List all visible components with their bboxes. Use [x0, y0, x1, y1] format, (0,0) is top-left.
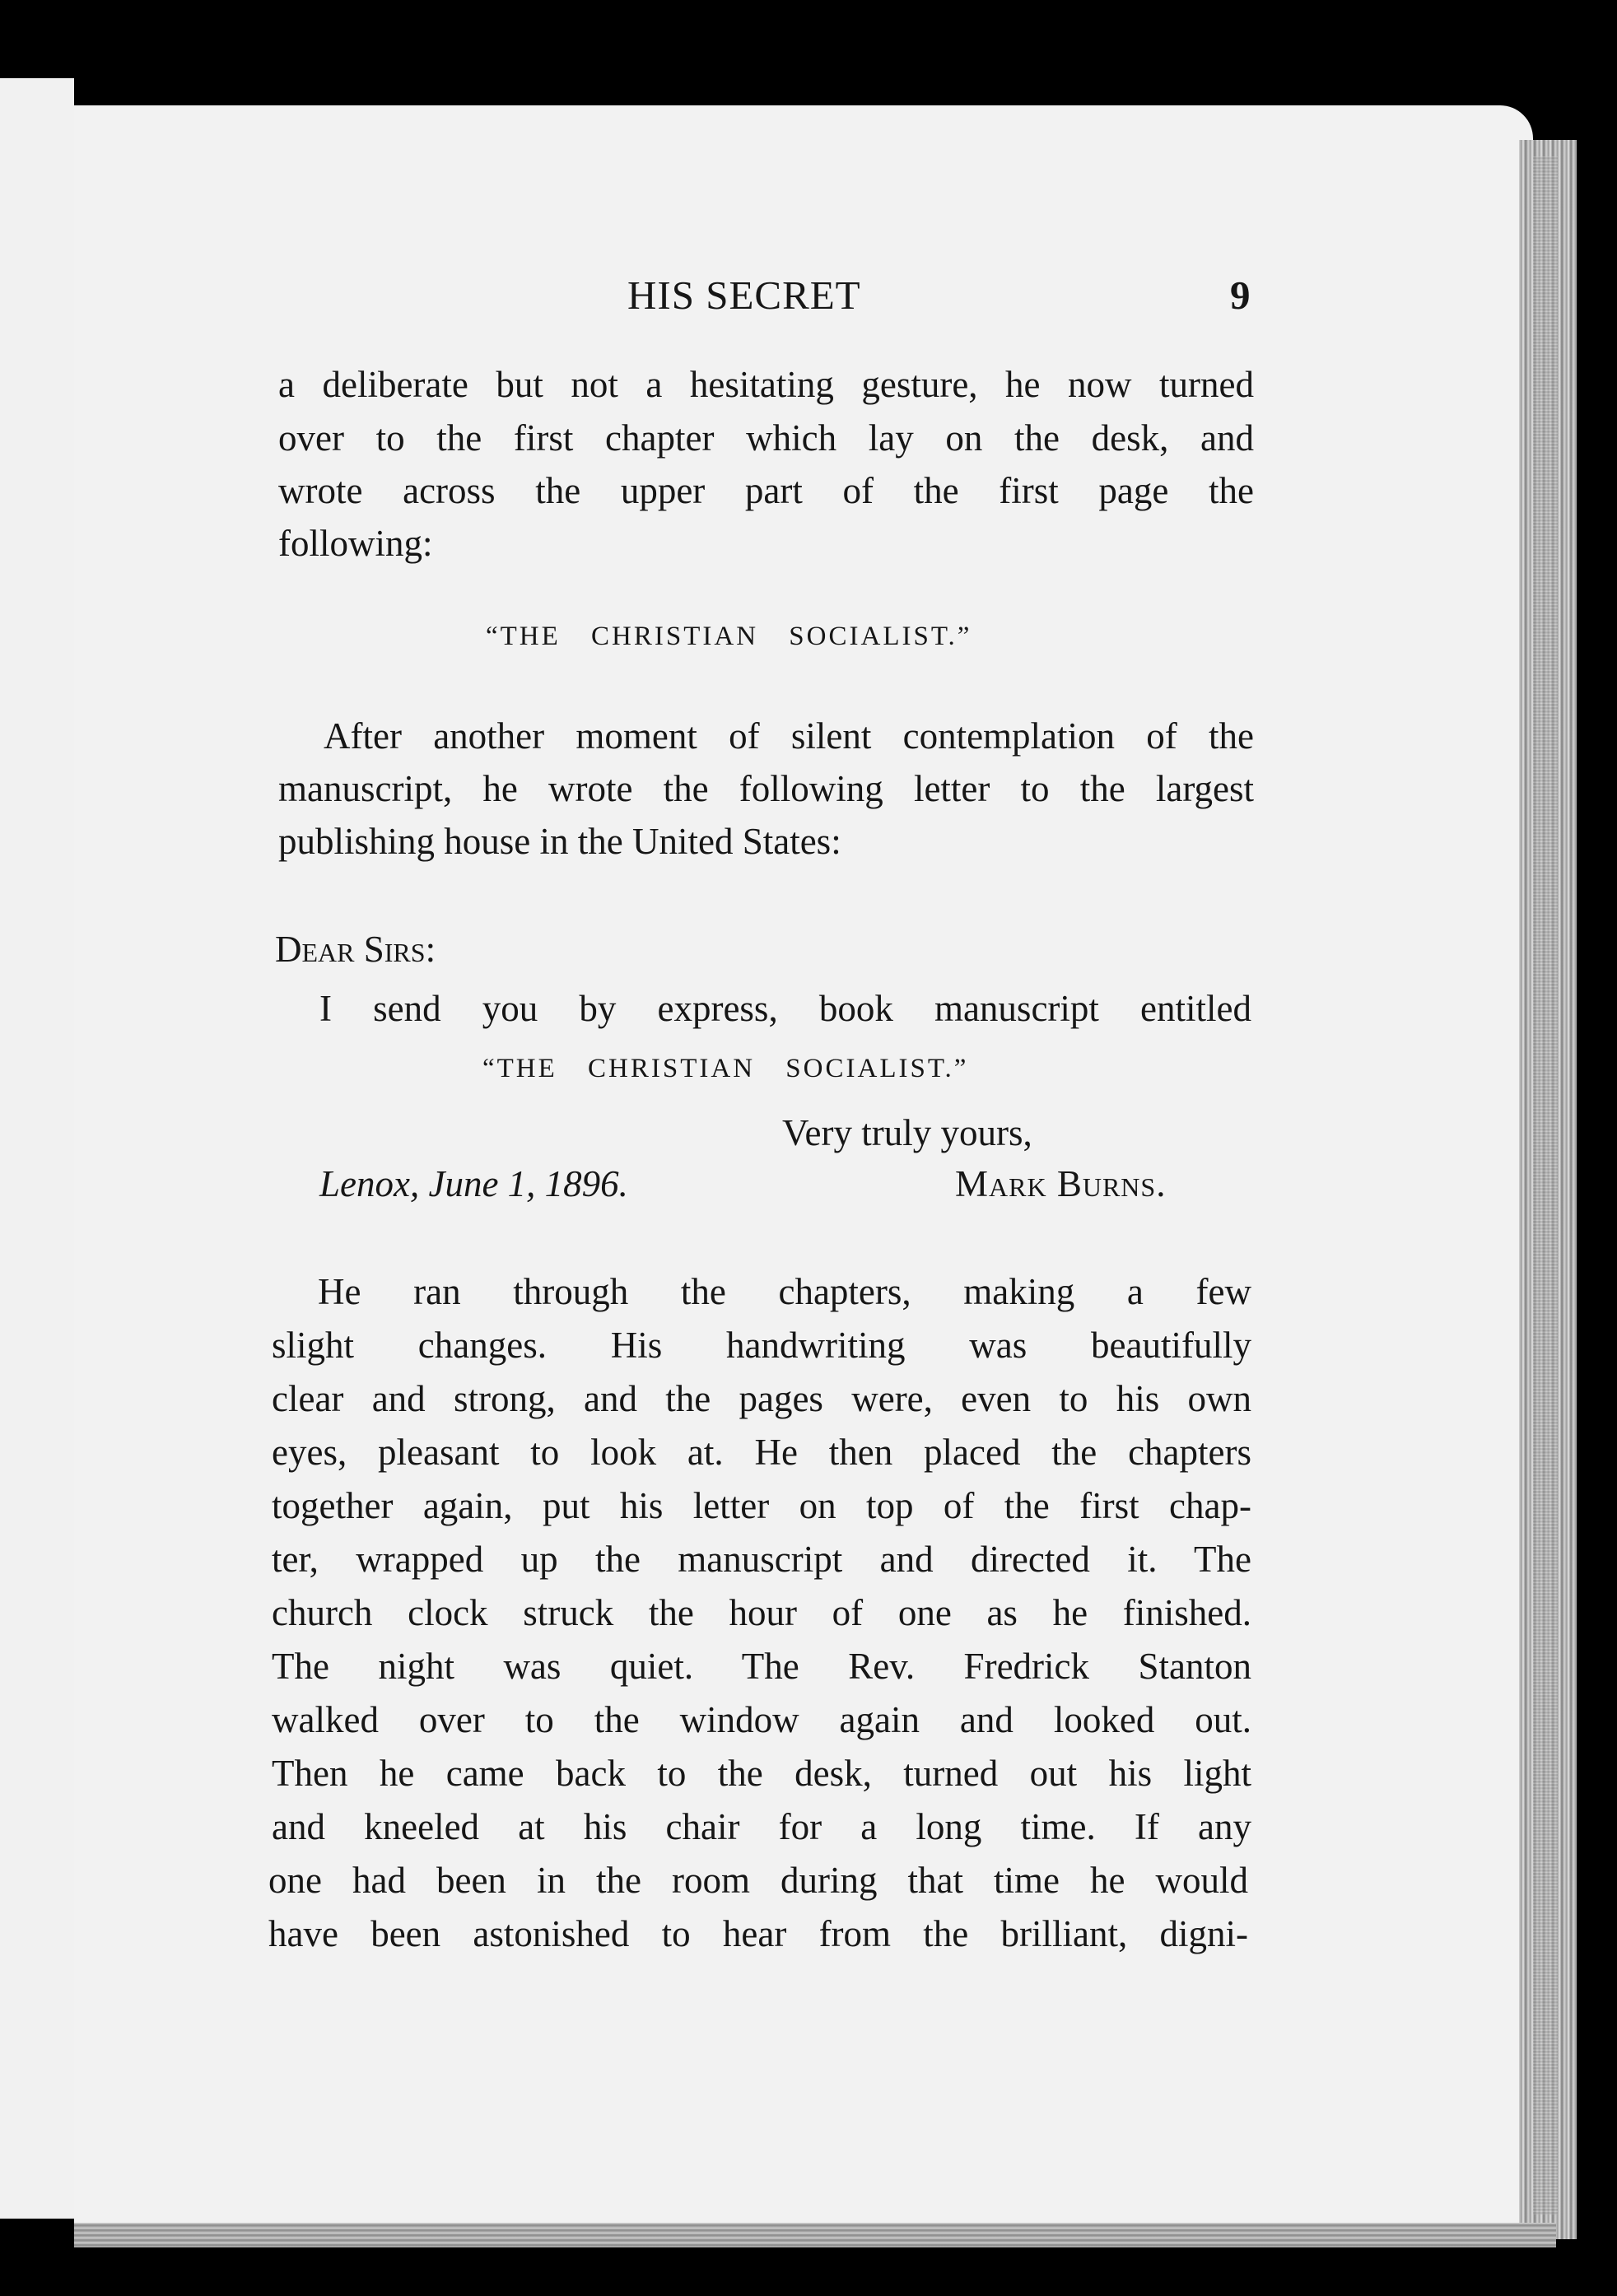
- paragraph3-line: He ran through the chapters, making a few: [318, 1271, 1251, 1312]
- letter-place-date: Lenox, June 1, 1896.: [319, 1163, 628, 1204]
- facing-page-edge: [0, 78, 74, 2219]
- paragraph3-line: church clock struck the hour of one as he finished.: [272, 1592, 1251, 1633]
- book-title-line: “THE CHRISTIAN SOCIALIST.”: [486, 622, 972, 651]
- letter-body: I send you by express, book manuscript entitled: [319, 988, 1251, 1029]
- paragraph3-line: one had been in the room during that time he would: [268, 1860, 1248, 1901]
- paragraph1-line: following:: [278, 523, 433, 564]
- letter-signature: Mark Burns.: [955, 1163, 1167, 1204]
- paragraph3-line: The night was quiet. The Rev. Fredrick Stanton: [272, 1646, 1251, 1687]
- paragraph2-line: publishing house in the United States:: [278, 821, 841, 862]
- page-stack-texture: [1533, 156, 1558, 2214]
- page-number: 9: [1230, 272, 1251, 318]
- paragraph3-line: walked over to the window again and looked out.: [272, 1699, 1251, 1740]
- paragraph3-line: ter, wrapped up the manuscript and directed it. The: [272, 1539, 1251, 1580]
- paragraph2-line: manuscript, he wrote the following letter to the largest: [278, 768, 1254, 809]
- paragraph3-line: and kneeled at his chair for a long time. If any: [272, 1806, 1251, 1847]
- paragraph3-line: together again, put his letter on top of the first chap-: [272, 1485, 1251, 1526]
- paragraph3-line: Then he came back to the desk, turned out his light: [272, 1753, 1251, 1794]
- paragraph1-line: over to the first chapter which lay on the desk, and: [278, 417, 1254, 459]
- letter-salutation: Dear Sirs:: [275, 929, 436, 970]
- paragraph3-line: eyes, pleasant to look at. He then placed the chapters: [272, 1432, 1251, 1473]
- letter-closing: Very truly yours,: [782, 1112, 1032, 1153]
- page-stack-bottom-edge: [74, 2223, 1556, 2247]
- paragraph1-line: a deliberate but not a hesitating gesture, he now turned: [278, 364, 1254, 405]
- paragraph3-line: have been astonished to hear from the brilliant, digni-: [268, 1913, 1248, 1954]
- running-title: HIS SECRET: [627, 272, 861, 318]
- paragraph2-line: After another moment of silent contemplation of the: [324, 715, 1254, 757]
- paragraph3-line: clear and strong, and the pages were, even to his own: [272, 1378, 1251, 1419]
- paragraph1-line: wrote across the upper part of the first page the: [278, 470, 1254, 511]
- letter-book-title: “THE CHRISTIAN SOCIALIST.”: [482, 1054, 969, 1083]
- paragraph3-line: slight changes. His handwriting was beautifully: [272, 1325, 1251, 1366]
